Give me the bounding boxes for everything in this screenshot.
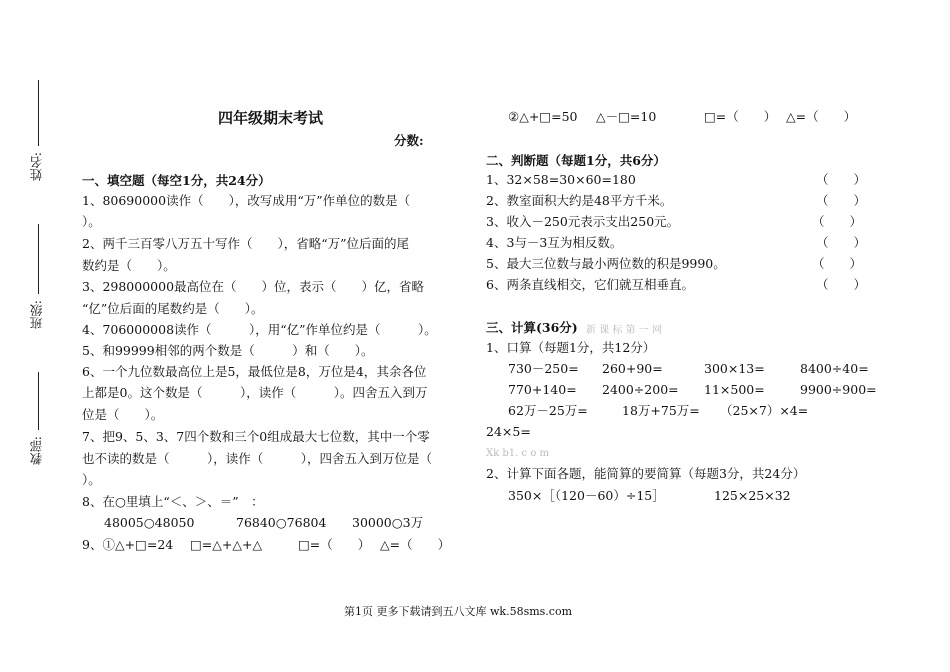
simplify-item-2: 125×25×32 <box>714 488 791 503</box>
binding-line-mid <box>38 224 39 294</box>
oral-item-1: 730－250= <box>508 361 579 376</box>
judge-answer-2: （ ） <box>816 193 867 208</box>
left-line-4: 数约是（ ）。 <box>82 258 176 273</box>
oral-item-8: 9900÷900= <box>800 382 877 397</box>
q9b-part-2: △－□=10 <box>596 109 657 124</box>
fill-blank-section-header: 一、填空题（每空1分，共24分） <box>82 173 271 188</box>
judge-item-2: 2、教室面积大约是48平方千米。 <box>486 193 673 208</box>
q9b-part-3: □=（ ） <box>704 109 777 124</box>
left-line-1: 1、80690000读作（ ），改写成用“万”作单位的数是（ <box>82 193 411 208</box>
watermark-text-2: 新 课 标 第 一 网 <box>586 325 662 336</box>
oral-item-4: 8400÷40= <box>800 361 869 376</box>
oral-item-7: 11×500= <box>704 382 765 397</box>
judge-answer-4: （ ） <box>816 235 867 250</box>
judge-answer-5: （ ） <box>812 256 863 271</box>
simplify-calc-header: 2、计算下面各题，能简算的要简算（每题3分，共24分） <box>486 466 806 481</box>
left-line-10: 上都是0。这个数是（ ），读作（ ）。四舍五入到万 <box>82 385 428 400</box>
judge-answer-1: （ ） <box>816 172 867 187</box>
left-line-15: 8、在○里填上“＜、＞、＝” ： <box>82 494 264 509</box>
judge-answer-3: （ ） <box>812 214 863 229</box>
left-line-6: “亿”位后面的尾数约是（ ）。 <box>82 301 264 316</box>
simplify-item-1: 350×［（120－60）÷15］ <box>508 488 665 503</box>
binding-line-bottom <box>38 372 39 430</box>
q9-part-2: □=△+△+△ <box>190 537 263 552</box>
oral-calc-header: 1、口算（每题1分，共12分） <box>486 340 656 355</box>
compare-item-2: 76840○76804 <box>236 515 327 530</box>
oral-item-9: 62万－25万= <box>508 403 588 418</box>
left-line-2: ）。 <box>82 214 101 229</box>
left-line-5: 3、298000000最高位在（ ）位，表示（ ）亿，省略 <box>82 279 425 294</box>
left-line-8: 5、和99999相邻的两个数是（ ）和（ ）。 <box>82 343 374 358</box>
oral-item-3: 300×13= <box>704 361 765 376</box>
q9-part-3: □=（ ） <box>298 537 371 552</box>
left-line-12: 7、把9、5、3、7四个数和三个0组成最大七位数，其中一个零 <box>82 429 430 444</box>
judge-item-4: 4、3与－3互为相反数。 <box>486 235 623 250</box>
left-line-14: ）。 <box>82 472 101 487</box>
oral-item-12: 24×5= <box>486 424 531 439</box>
judge-item-3: 3、收入－250元表示支出250元。 <box>486 214 680 229</box>
q9-part-4: △=（ ） <box>380 537 451 552</box>
left-line-13: 也不读的数是（ ），读作（ ），四舍五入到万位是（ <box>82 451 433 466</box>
judge-item-5: 5、最大三位数与最小两位数的积是9990。 <box>486 256 726 271</box>
oral-item-6: 2400÷200= <box>602 382 679 397</box>
score-label: 分数: <box>394 133 424 148</box>
binding-line-top <box>38 80 39 146</box>
q9b-part-1: ②△+□=50 <box>508 109 578 124</box>
left-line-3: 2、两千三百零八万五十写作（ ），省略“万”位后面的尾 <box>82 236 409 251</box>
watermark-text-1: Xk b1. c o m <box>486 448 549 459</box>
dept-label: 教部: <box>29 436 44 466</box>
compare-item-3: 30000○3万 <box>352 515 424 530</box>
left-line-7: 4、706000008读作（ ），用“亿”作单位约是（ ）。 <box>82 322 437 337</box>
page-title: 四年级期末考试 <box>218 109 324 127</box>
class-label: 班级: <box>29 300 44 330</box>
oral-item-11: （25×7）×4= <box>720 403 809 418</box>
oral-item-10: 18万+75万= <box>622 403 700 418</box>
judge-item-6: 6、两条直线相交，它们就互相垂直。 <box>486 277 694 292</box>
page-footer: 第1页 更多下载请到五八文库 wk.58sms.com <box>344 605 572 618</box>
left-line-9: 6、一个九位数最高位上是5，最低位是8，万位是4，其余各位 <box>82 364 427 379</box>
judge-item-1: 1、32×58=30×60=180 <box>486 172 636 187</box>
judge-section-header: 二、判断题（每题1分，共6分） <box>486 153 666 168</box>
q9b-part-4: △=（ ） <box>786 109 857 124</box>
judge-answer-6: （ ） <box>816 277 867 292</box>
oral-item-2: 260+90= <box>602 361 663 376</box>
name-label: 姓名: <box>29 152 44 182</box>
oral-item-5: 770+140= <box>508 382 577 397</box>
q9-part-1: 9、①△+□=24 <box>82 537 174 552</box>
left-line-11: 位是（ ）。 <box>82 407 164 422</box>
compare-item-1: 48005○48050 <box>104 515 195 530</box>
calc-section-header: 三、计算(36分) <box>486 320 578 335</box>
